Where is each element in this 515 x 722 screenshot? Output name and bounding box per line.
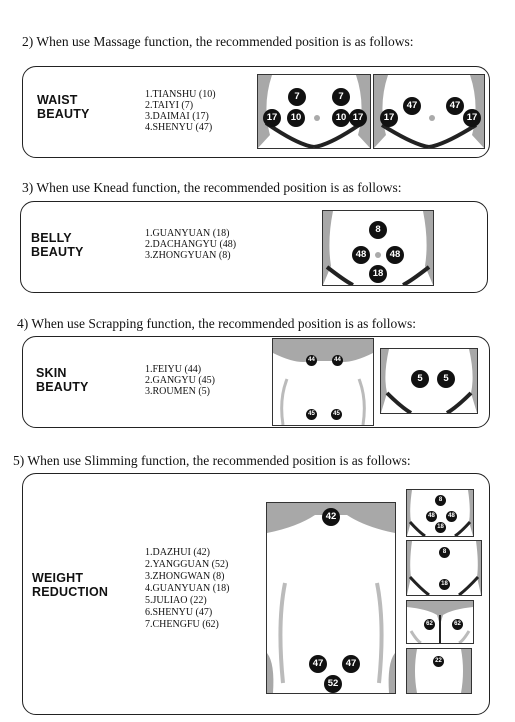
acupoint-marker: 18	[435, 522, 446, 533]
mini-hip-diagram	[406, 600, 474, 644]
acupoint-marker: 48	[426, 511, 437, 522]
full-back-diagram	[266, 502, 396, 694]
navel-marker	[429, 115, 435, 121]
mini-belly-diagram-2	[406, 540, 482, 596]
acupoint-marker: 5	[411, 370, 429, 388]
acupoint-marker: 10	[332, 109, 350, 127]
massage-acupoint-list	[145, 89, 216, 133]
mini-flank-diagram	[406, 648, 472, 694]
acupoint-marker: 62	[452, 619, 463, 630]
acupoint-marker: 47	[446, 97, 464, 115]
slimming-category-label: WEIGHT REDUCTION	[32, 571, 109, 599]
acupoint-marker: 18	[439, 579, 450, 590]
acupoint-marker: 8	[435, 495, 446, 506]
section-heading-knead: 3) When use Knead function, the recommended position is as follows:	[22, 180, 402, 195]
acupoint-marker: 18	[369, 265, 387, 283]
section-heading-slimming: 5) When use Slimming function, the recommended position is as follows:	[13, 453, 411, 468]
acupoint-item: 6.SHENYU (47)	[145, 607, 213, 618]
acupoint-marker: 48	[386, 246, 404, 264]
acupoint-marker: 8	[439, 547, 450, 558]
acupoint-marker: 44	[332, 355, 343, 366]
section-heading-scrapping: 4) When use Scrapping function, the recommended position is as follows:	[17, 316, 417, 331]
acupoint-marker: 47	[309, 655, 327, 673]
slimming-acupoint-list	[145, 547, 229, 631]
scrapping-acupoint-list	[145, 364, 215, 397]
acupoint-item: 3.ZHONGYUAN (8)	[145, 250, 231, 261]
acupoint-item: 2.DACHANGYU (48)	[145, 239, 237, 250]
acupoint-marker: 47	[403, 97, 421, 115]
acupoint-marker: 45	[331, 409, 342, 420]
acupoint-marker: 17	[380, 109, 398, 127]
acupoint-marker: 5	[437, 370, 455, 388]
knead-acupoint-list	[145, 228, 236, 261]
acupoint-item: 1.FEIYU (44)	[145, 364, 202, 375]
acupoint-marker: 17	[349, 109, 367, 127]
acupoint-marker: 52	[324, 675, 342, 693]
section-heading-massage: 2) When use Massage function, the recommended position is as follows:	[22, 34, 414, 49]
acupoint-item: 7.CHENGFU (62)	[145, 619, 219, 630]
acupoint-item: 1.GUANYUAN (18)	[145, 228, 230, 239]
belly-diagram	[322, 210, 434, 286]
full-back-silhouette	[267, 503, 395, 693]
skin-back-silhouette	[273, 339, 373, 425]
massage-category-label: WAIST BEAUTY	[37, 93, 90, 121]
acupoint-item: 2.GANGYU (45)	[145, 375, 215, 386]
waist-front-diagram	[257, 74, 371, 149]
acupoint-item: 1.DAZHUI (42)	[145, 547, 210, 558]
acupoint-marker: 17	[463, 109, 481, 127]
acupoint-marker: 17	[263, 109, 281, 127]
scrapping-category-label: SKIN BEAUTY	[36, 366, 89, 394]
mini-hip-silhouette	[407, 601, 473, 643]
mini-belly-diagram-1	[406, 489, 474, 537]
acupoint-item: 4.GUANYUAN (18)	[145, 583, 230, 594]
acupoint-item: 2.YANGGUAN (52)	[145, 559, 229, 570]
acupoint-item: 3.DAIMAI (17)	[145, 111, 209, 122]
acupoint-item: 5.JULIAO (22)	[145, 595, 207, 606]
acupoint-marker: 48	[446, 511, 457, 522]
acupoint-marker: 48	[352, 246, 370, 264]
acupoint-marker: 45	[306, 409, 317, 420]
acupoint-marker: 7	[332, 88, 350, 106]
acupoint-marker: 62	[424, 619, 435, 630]
acupoint-item: 1.TIANSHU (10)	[145, 89, 216, 100]
skin-belly-diagram	[380, 348, 478, 414]
acupoint-marker: 47	[342, 655, 360, 673]
acupoint-marker: 44	[306, 355, 317, 366]
acupoint-marker: 42	[322, 508, 340, 526]
acupoint-marker: 22	[433, 656, 444, 667]
acupoint-item: 3.ZHONGWAN (8)	[145, 571, 225, 582]
acupoint-marker: 7	[288, 88, 306, 106]
acupoint-item: 4.SHENYU (47)	[145, 122, 213, 133]
knead-category-label: BELLY BEAUTY	[31, 231, 84, 259]
skin-back-diagram	[272, 338, 374, 426]
acupoint-marker: 10	[287, 109, 305, 127]
acupoint-marker: 8	[369, 221, 387, 239]
waist-back-diagram	[373, 74, 485, 149]
navel-marker	[375, 252, 381, 258]
acupoint-item: 3.ROUMEN (5)	[145, 386, 210, 397]
navel-marker	[314, 115, 320, 121]
skin-belly-silhouette	[381, 349, 477, 413]
acupoint-item: 2.TAIYI (7)	[145, 100, 194, 111]
